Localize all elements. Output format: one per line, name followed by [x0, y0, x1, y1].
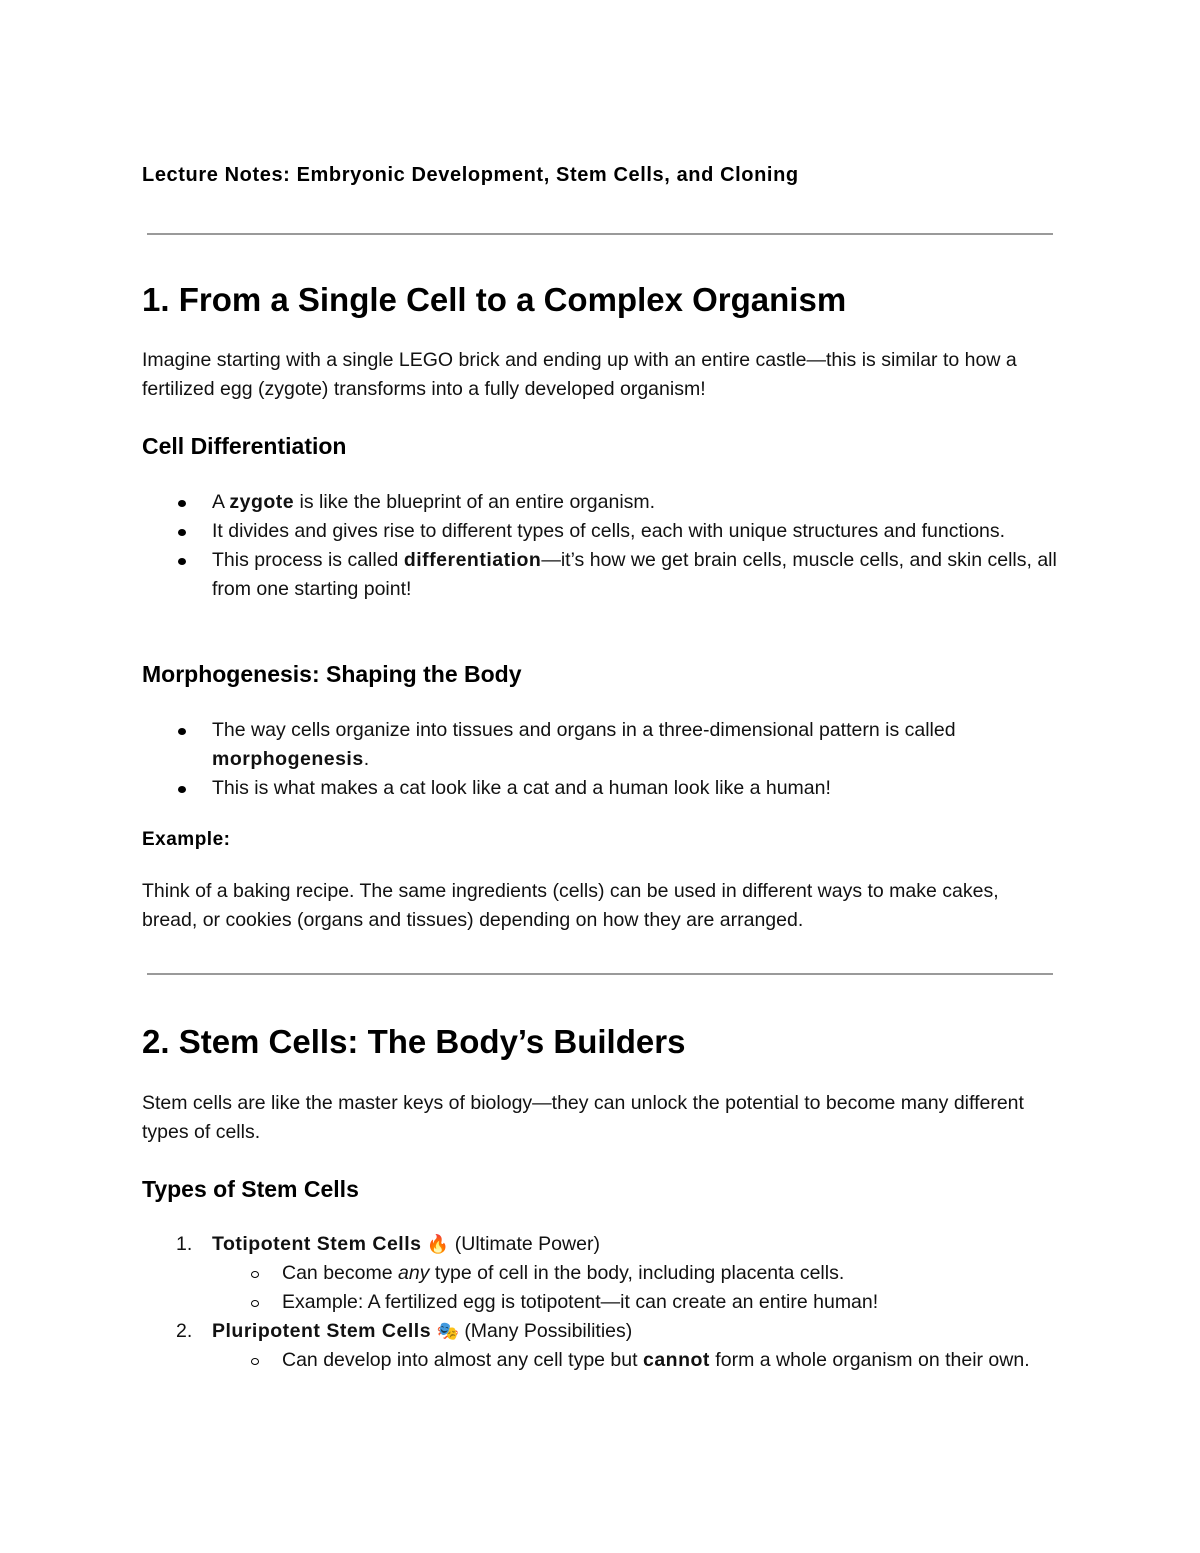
- list-item: This is what makes a cat look like a cat and a human look like a human!: [142, 774, 1058, 803]
- example-label: Example:: [142, 829, 231, 850]
- list-item: It divides and gives rise to different types of cells, each with unique structures and functions.: [142, 517, 1058, 546]
- theater-masks-icon: 🎭: [436, 1321, 459, 1342]
- bullet-icon: [178, 500, 186, 507]
- section-2-heading: 2. Stem Cells: The Body’s Builders: [142, 1023, 686, 1060]
- types-of-stem-cells-heading: Types of Stem Cells: [142, 1176, 359, 1202]
- example-text: Think of a baking recipe. The same ingredients (cells) can be used in different ways to make cakes, bread, or cookies (organs and tissues) depending on how they are arranged.: [142, 880, 999, 931]
- list-item: A zygote is like the blueprint of an entire organism.: [142, 488, 1058, 517]
- section-1-intro: Imagine starting with a single LEGO brick and ending up with an entire castle—this is similar to how a fertilized egg (zygote) transforms into a fully developed organism!: [142, 349, 1017, 400]
- list-item-pluripotent: 2. Pluripotent Stem Cells 🎭 (Many Possibilities): [176, 1320, 633, 1342]
- list-item: This process is called differentiation—it’s how we get brain cells, muscle cells, and skin cells, all from one starting point!: [142, 546, 1058, 604]
- stem-cell-types-list: [142, 1230, 1058, 1375]
- list-item-totipotent: 1. Totipotent Stem Cells 🔥 (Ultimate Power): [176, 1233, 600, 1255]
- bullet-icon: [178, 558, 186, 565]
- fire-icon: 🔥: [426, 1234, 450, 1255]
- sub-list-item: Can develop into almost any cell type but cannot form a whole organism on their own.: [142, 1346, 1058, 1375]
- morphogenesis-list: [142, 716, 1058, 803]
- differentiation-list: [142, 488, 1058, 604]
- document-title: Lecture Notes: Embryonic Development, Stem Cells, and Cloning: [142, 164, 799, 186]
- sub-list-item: Can become any type of cell in the body, including placenta cells.: [142, 1259, 1058, 1288]
- horizontal-divider: [147, 233, 1053, 235]
- horizontal-divider: [147, 973, 1053, 975]
- hollow-bullet-icon: [251, 1358, 259, 1365]
- section-1-heading: 1. From a Single Cell to a Complex Organism: [142, 281, 847, 318]
- bullet-icon: [178, 786, 186, 793]
- section-2-intro: Stem cells are like the master keys of biology—they can unlock the potential to become many different types of cells.: [142, 1092, 1024, 1143]
- list-item: The way cells organize into tissues and organs in a three-dimensional pattern is called morphogenesis.: [142, 716, 1058, 774]
- hollow-bullet-icon: [251, 1271, 259, 1278]
- morphogenesis-heading: Morphogenesis: Shaping the Body: [142, 661, 522, 687]
- cell-differentiation-heading: Cell Differentiation: [142, 433, 347, 459]
- sub-list-item: Example: A fertilized egg is totipotent—it can create an entire human!: [142, 1288, 1058, 1317]
- hollow-bullet-icon: [251, 1300, 259, 1307]
- bullet-icon: [178, 728, 186, 735]
- bullet-icon: [178, 529, 186, 536]
